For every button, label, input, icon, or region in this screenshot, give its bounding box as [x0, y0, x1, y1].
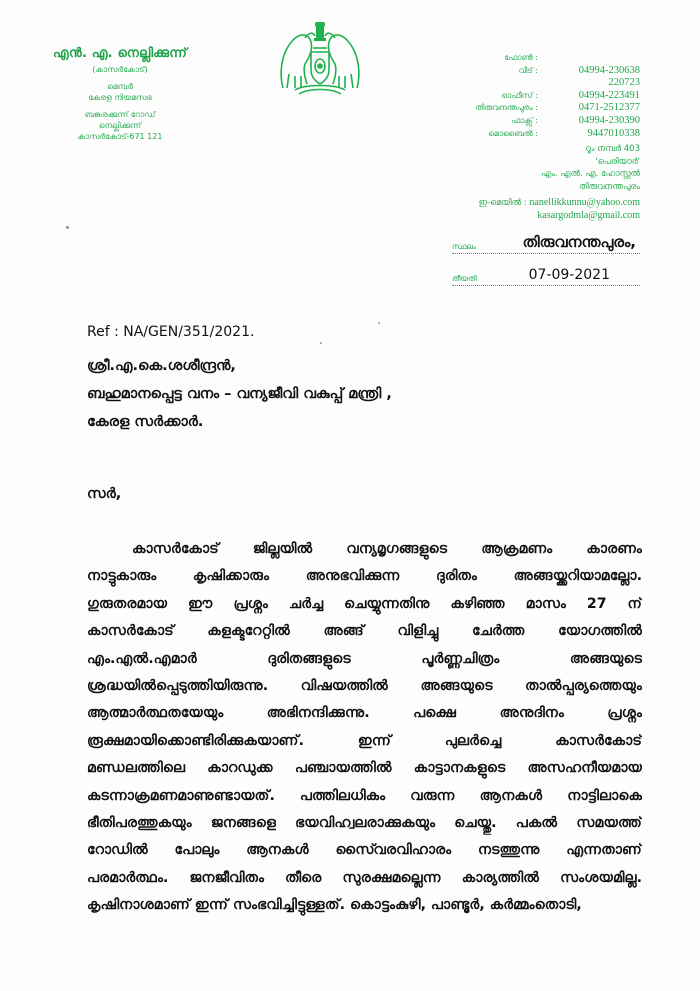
email-yahoo: nanellikkunnu@yahoo.com: [529, 197, 640, 209]
letterhead-right: [430, 52, 644, 222]
reference-number: Ref : NA/GEN/351/2021.: [87, 324, 255, 340]
address-line-2: നെല്ലിക്കുന്ന്: [98, 121, 142, 130]
body-line: ഭീതിപരത്തുകയും ജനങ്ങളെ ഭയവിഹ്വലരാക്കുകയും ചെയ്തു. പകൽ സമയത്ത്: [87, 815, 642, 832]
phone-value: 9447010338: [587, 127, 640, 139]
address-line-1: ബങ്കരക്കുന്ന് റോഡ്: [84, 110, 156, 119]
body-line: കാസർകോട് കളക്ടറേറ്റിൽ അങ്ങ് വിളിച്ചു ചേർത്ത യോഗത്തിൽ: [87, 623, 642, 640]
scan-speck: [320, 342, 322, 344]
date-label: തീയതി: [452, 274, 477, 283]
body-line: കാസർകോട് ജില്ലയിൽ വന്യമൃഗങ്ങളുടെ ആക്രമണം കാരണം: [132, 541, 642, 557]
body-line: കൃഷിനാശമാണ് ഇന്ന് സംഭവിച്ചിട്ടുള്ളത്. കൊട്ടംകുഴി, പാണ്ടൂർ, കർമ്മംതൊടി,: [87, 897, 582, 914]
letterhead-left: [20, 46, 220, 142]
phone-label: [430, 77, 542, 90]
body-line: ഗുരുതരമായ ഈ പ്രശ്നം ചർച്ച ചെയ്യുന്നതിനു കഴിഞ്ഞ മാസം 27 ന്: [87, 595, 642, 612]
phone-row: [430, 102, 644, 115]
date-field: [452, 264, 640, 286]
phone-label: ഓഫീസ് :: [501, 90, 538, 100]
recipient-org: കേരള സർക്കാർ.: [87, 414, 204, 430]
phone-label: ഫാക്സ് :: [511, 115, 538, 125]
body-line: രൂക്ഷമായിക്കൊണ്ടിരിക്കുകയാണ്. ഇന്ന് പുലർച്ചെ കാസർകോട്: [87, 732, 642, 749]
hostel-block: 'പെരിയാർ': [595, 156, 640, 167]
scan-speck: [65, 225, 69, 229]
phone-row: [430, 90, 644, 103]
hostel-room: റൂം നമ്പർ 403: [585, 144, 640, 155]
body-line: ആത്മാർത്ഥതയേയും അഭിനന്ദിക്കുന്നു. പക്ഷെ അനുദിനം പ്രശ്നം: [87, 705, 642, 722]
email-gmail: kasargodmla@gmail.com: [537, 209, 640, 221]
scan-speck: [378, 322, 380, 324]
address-line-3: കാസർകോട്-671 121: [77, 132, 163, 141]
phone-row: [430, 77, 644, 90]
phone-row: [430, 65, 644, 78]
phone-row: [430, 128, 644, 141]
place-label: സ്ഥലം: [452, 242, 477, 251]
place-field: [452, 232, 640, 254]
phone-value: 220723: [608, 77, 640, 89]
body-line: മണ്ഡലത്തിലെ കാറഡുക്ക പഞ്ചായത്തിൽ കാട്ടാനകളുടെ അസഹനീയമായ: [87, 760, 642, 777]
phone-label: മൊബൈൽ :: [488, 128, 538, 138]
body-line: കടന്നാക്രമണമാണുണ്ടായത്. പത്തിലധികം വരുന്ന ആനകൾ നാട്ടിലാകെ: [87, 787, 642, 804]
phone-label: തിരുവനന്തപുരം :: [475, 103, 538, 113]
designation-assembly: കേരള നിയമസഭ: [88, 93, 152, 102]
designation-member: മെമ്പർ: [107, 82, 133, 91]
body-line: എം.എൽ.എമാർ ദുരിതങ്ങളുടെ പൂർണ്ണചിത്രം അങ്ങയുടെ: [87, 650, 642, 667]
hostel-city: തിരുവനന്തപുരം: [579, 181, 640, 192]
place-value: തിരുവനന്തപുരം,: [522, 233, 636, 251]
body-line: റോഡിൽ പോലും ആനകൾ സൈ്വരവിഹാരം നടത്തുന്നു എന്നതാണ്: [87, 842, 642, 859]
email-label: ഇ-മെയിൽ :: [478, 198, 527, 209]
recipient-title: ബഹുമാനപ്പെട്ട വനം – വന്യജീവി വകുപ്പ് മന്ത്രി ,: [87, 386, 392, 402]
constituency: (കാസർകോട്): [92, 65, 148, 74]
phone-heading: ഫോൺ :: [504, 53, 538, 62]
body-line: ശ്രദ്ധയിൽപ്പെടുത്തിയിരുന്നു. വിഷയത്തിൽ അങ്ങയുടെ താൽപ്പര്യത്തെയും: [87, 678, 642, 695]
hostel-name: എം. എൽ. എ. ഹോസ്റ്റൽ: [541, 169, 640, 180]
phone-value: 0471-2512377: [578, 102, 640, 114]
body-line: നാട്ടുകാരും കൃഷിക്കാരും അനുഭവിക്കുന്ന ദുരിതം അങ്ങയ്ക്കറിയാമല്ലോ.: [87, 568, 642, 585]
mla-name: എൻ. എ. നെല്ലിക്കുന്ന്: [53, 46, 187, 61]
letter-body: [87, 536, 642, 920]
salutation: സർ,: [87, 486, 122, 502]
phone-row: [430, 115, 644, 128]
kerala-emblem-icon: [275, 18, 365, 98]
recipient-name: ശ്രീ.എ.കെ.ശശീന്ദ്രൻ,: [87, 358, 236, 374]
phone-value: 04994-230390: [578, 114, 640, 126]
date-value: 07-09-2021: [528, 267, 610, 283]
email-row: [430, 197, 644, 210]
phone-value: 04994-230638: [578, 64, 640, 76]
recipient-block: [87, 352, 392, 436]
phone-heading-row: [430, 52, 644, 65]
phone-label: വീട് :: [518, 65, 538, 75]
body-line: പരമാർത്ഥം. ജനജീവിതം തീരെ സുരക്ഷമല്ലെന്ന കാര്യത്തിൽ സംശയമില്ല.: [87, 869, 642, 886]
phone-value: 04994-223491: [578, 89, 640, 101]
